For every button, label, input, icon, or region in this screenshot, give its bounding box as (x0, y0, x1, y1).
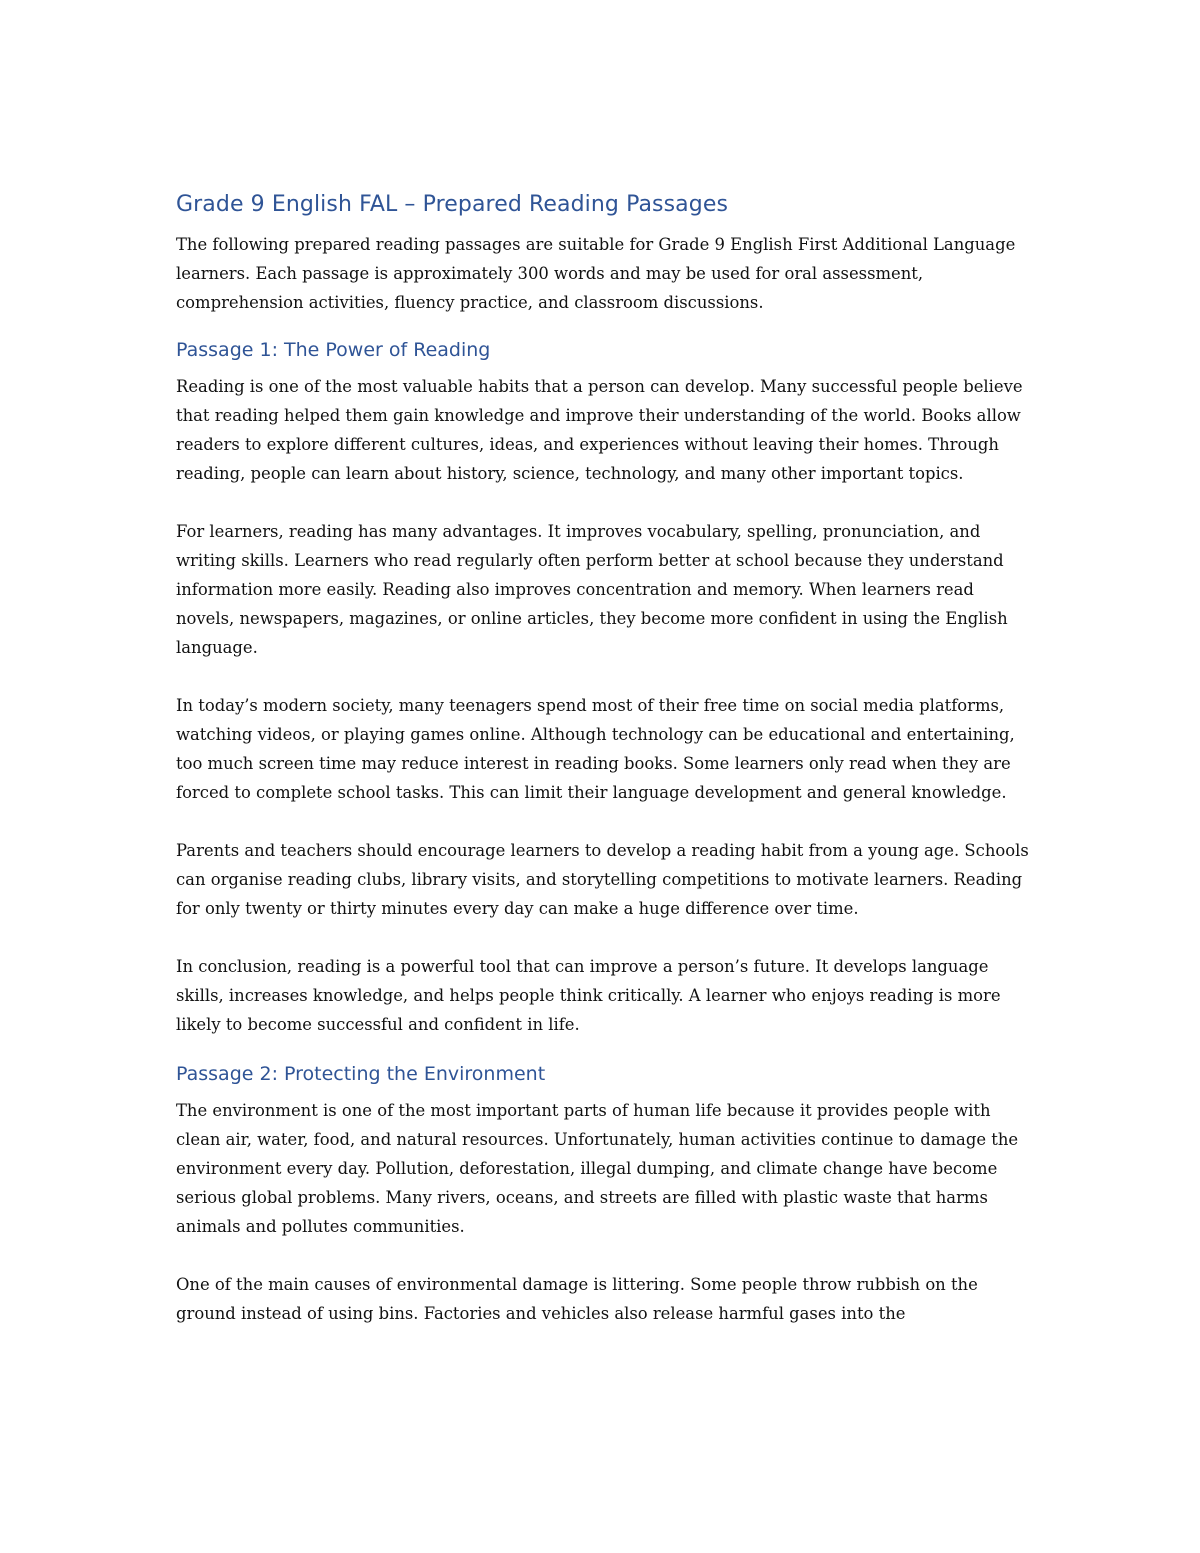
passage-heading: Passage 2: Protecting the Environment (176, 1063, 546, 1085)
document-title: Grade 9 English FAL – Prepared Reading Passages (176, 192, 729, 217)
passage-paragraph: In today’s modern society, many teenagers spend most of their free time on social media platforms, watching videos, or playing games online. Although technology can be educational and entertaining, too much screen time may reduce interest in reading books. Some learners only read when they are forced to complete school tasks. This can limit their language development and general knowledge. (176, 696, 1015, 802)
passage-paragraph: The environment is one of the most important parts of human life because it provides people with clean air, water, food, and natural resources. Unfortunately, human activities continue to damage the environment every day. Pollution, deforestation, illegal dumping, and climate change have become serious global problems. Many rivers, oceans, and streets are filled with plastic waste that harms animals and pollutes communities. (176, 1101, 1019, 1236)
document-page (176, 190, 1036, 1328)
passage-paragraph: Parents and teachers should encourage learners to develop a reading habit from a young age. Schools can organise reading clubs, library visits, and storytelling competitions to motivate learners. Reading for only twenty or thirty minutes every day can make a huge difference over time. (176, 841, 1029, 918)
passage-paragraph: One of the main causes of environmental damage is littering. Some people throw rubbish on the ground instead of using bins. Factories and vehicles also release harmful gases into the (176, 1275, 978, 1323)
passage-heading: Passage 1: The Power of Reading (176, 339, 491, 361)
passage-2 (176, 1059, 1036, 1328)
passage-paragraph: For learners, reading has many advantages. It improves vocabulary, spelling, pronunciation, and writing skills. Learners who read regularly often perform better at school because they understand information more easily. Reading also improves concentration and memory. When learners read novels, newspapers, magazines, or online articles, they become more confident in using the English language. (176, 522, 1008, 657)
passage-paragraph: Reading is one of the most valuable habits that a person can develop. Many successful people believe that reading helped them gain knowledge and improve their understanding of the world. Books allow readers to explore different cultures, ideas, and experiences without leaving their homes. Through reading, people can learn about history, science, technology, and many other important topics. (176, 377, 1023, 483)
passage-1 (176, 335, 1036, 1039)
passage-paragraph: In conclusion, reading is a powerful tool that can improve a person’s future. It develops language skills, increases knowledge, and helps people think critically. A learner who enjoys reading is more likely to become successful and confident in life. (176, 957, 1001, 1034)
intro-paragraph: The following prepared reading passages are suitable for Grade 9 English First Additional Language learners. Each passage is approximately 300 words and may be used for oral assessment, comprehension activities, fluency practice, and classroom discussions. (176, 235, 1016, 312)
